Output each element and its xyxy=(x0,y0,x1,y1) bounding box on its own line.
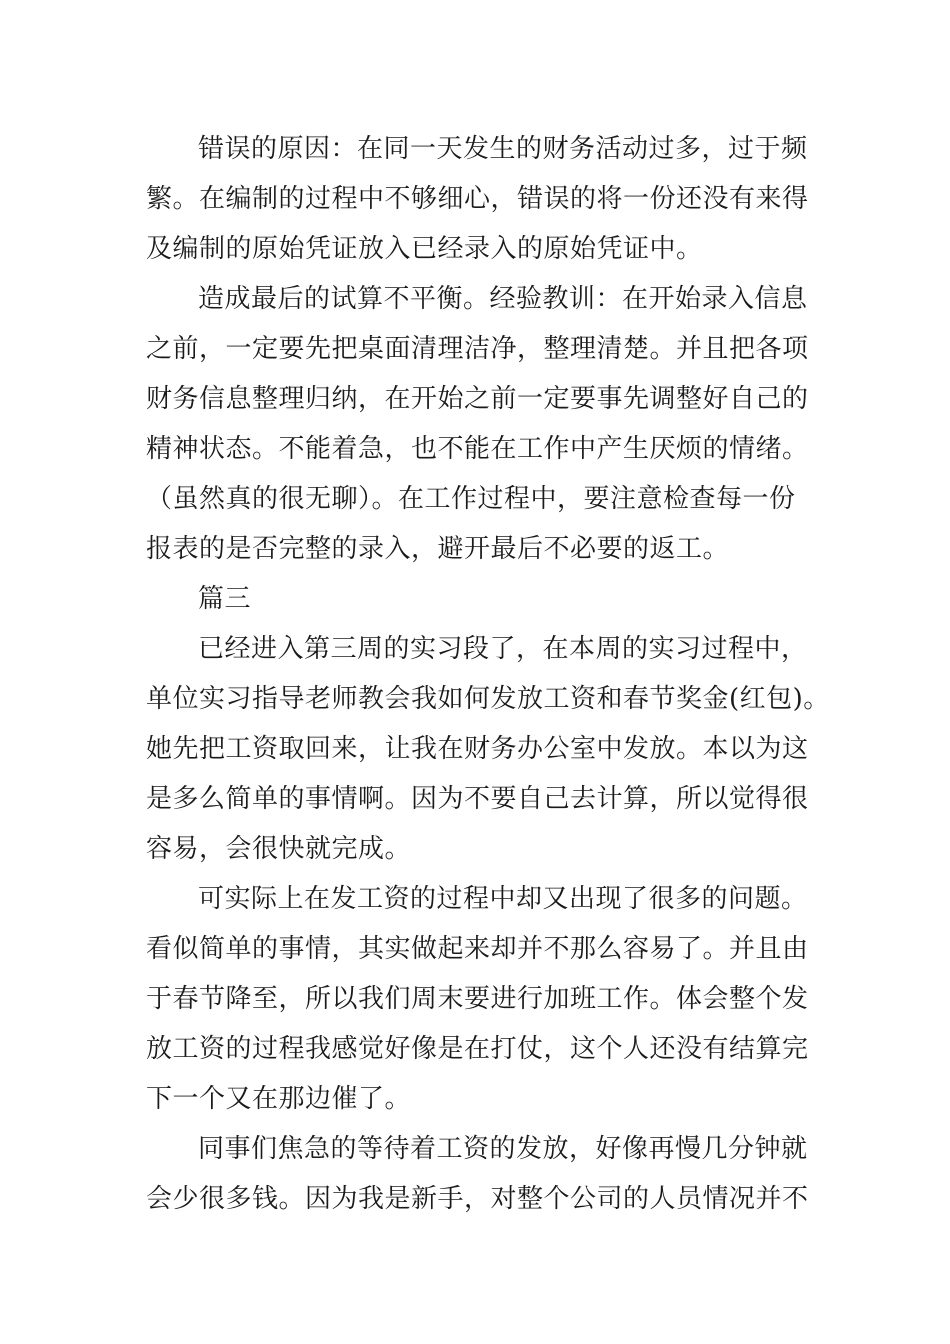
paragraph-line: 已经进入第三周的实习段了，在本周的实习过程中， xyxy=(198,634,808,664)
paragraph-line: 单位实习指导老师教会我如何发放工资和春节奖金(红包)。 xyxy=(146,684,830,714)
paragraph-line: 她先把工资取回来，让我在财务办公室中发放。本以为这 xyxy=(146,734,809,764)
paragraph-line: 下一个又在那边催了。 xyxy=(146,1084,412,1114)
paragraph-line: 会少很多钱。因为我是新手，对整个公司的人员情况并不 xyxy=(146,1184,809,1214)
paragraph-line: 精神状态。不能着急，也不能在工作中产生厌烦的情绪。 xyxy=(146,434,809,464)
paragraph-line: 是多么简单的事情啊。因为不要自己去计算，所以觉得很 xyxy=(146,784,809,814)
paragraph-line: （虽然真的很无聊）。在工作过程中，要注意检查每一份 xyxy=(146,484,796,514)
paragraph-line: 财务信息整理归纳，在开始之前一定要事先调整好自己的 xyxy=(146,384,809,414)
paragraph-line: 看似简单的事情，其实做起来却并不那么容易了。并且由 xyxy=(146,934,809,964)
paragraph-line: 繁。在编制的过程中不够细心，错误的将一份还没有来得 xyxy=(146,184,809,214)
paragraph-line: 同事们焦急的等待着工资的发放，好像再慢几分钟就 xyxy=(198,1134,808,1164)
paragraph-line: 容易，会很快就完成。 xyxy=(146,834,412,864)
paragraph-line: 放工资的过程我感觉好像是在打仗，这个人还没有结算完 xyxy=(146,1034,809,1064)
paragraph-line: 报表的是否完整的录入，避开最后不必要的返工。 xyxy=(146,534,730,564)
section-heading: 篇三 xyxy=(198,584,252,614)
paragraph-line: 于春节降至，所以我们周末要进行加班工作。体会整个发 xyxy=(146,984,809,1014)
paragraph-line: 造成最后的试算不平衡。经验教训：在开始录入信息 xyxy=(198,284,808,314)
paragraph-line: 之前，一定要先把桌面清理洁净，整理清楚。并且把各项 xyxy=(146,334,809,364)
paragraph-line: 错误的原因：在同一天发生的财务活动过多，过于频 xyxy=(198,134,808,164)
paragraph-line: 及编制的原始凭证放入已经录入的原始凭证中。 xyxy=(146,234,703,264)
paragraph-line: 可实际上在发工资的过程中却又出现了很多的问题。 xyxy=(198,884,808,914)
document-body xyxy=(146,124,830,1224)
